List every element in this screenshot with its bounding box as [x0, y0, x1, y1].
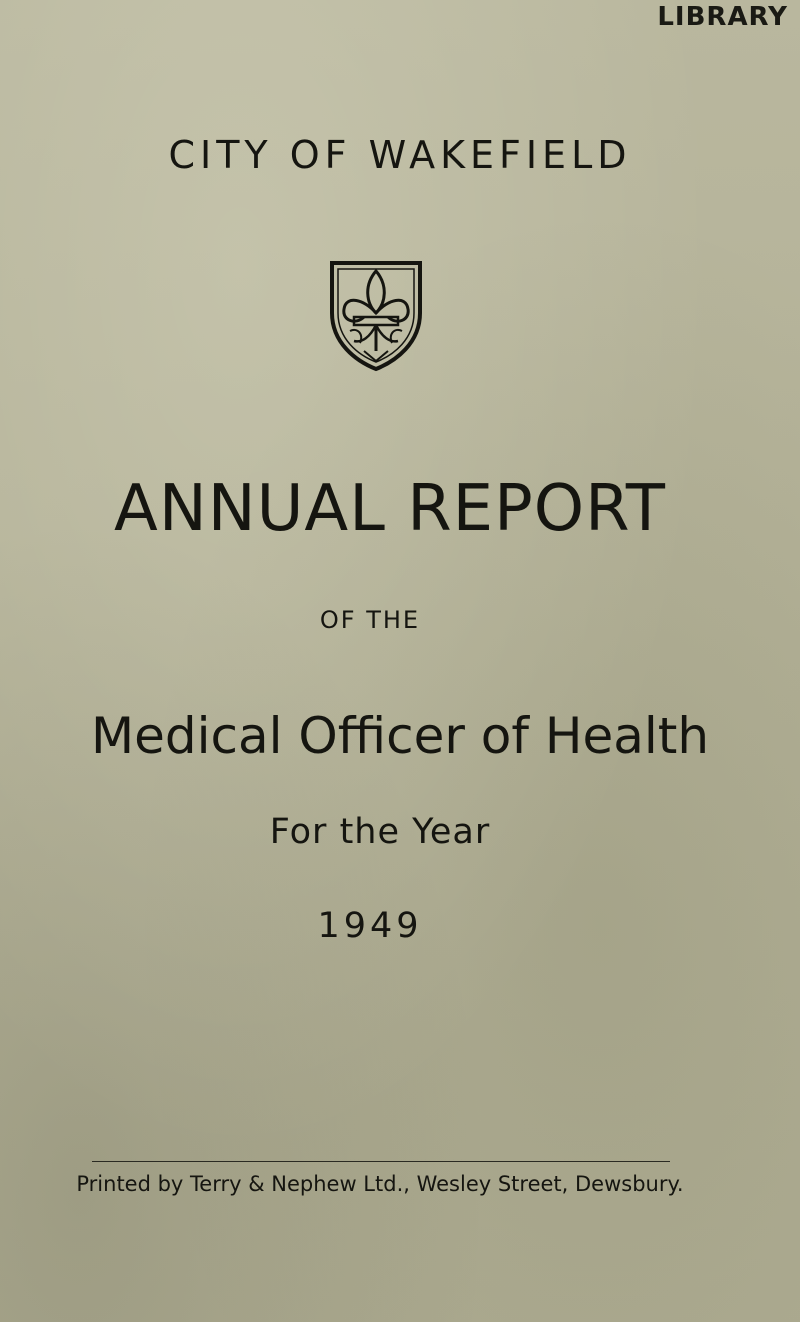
for-the-year-text: For the Year [269, 812, 491, 852]
fleur-de-lis-shield-icon [324, 255, 428, 373]
city-heading: CITY OF WAKEFIELD [168, 133, 632, 177]
of-the-text: OF THE [319, 606, 421, 634]
printer-imprint: Printed by Terry & Nephew Ltd., Wesley Street, Dewsbury. [76, 1172, 684, 1196]
report-year: 1949 [317, 906, 423, 946]
library-stamp: LIBRARY [657, 2, 788, 32]
annual-report-heading: ANNUAL REPORT [114, 472, 666, 546]
office-heading: Medical Officer of Health [90, 707, 710, 765]
footer-divider [92, 1161, 670, 1162]
